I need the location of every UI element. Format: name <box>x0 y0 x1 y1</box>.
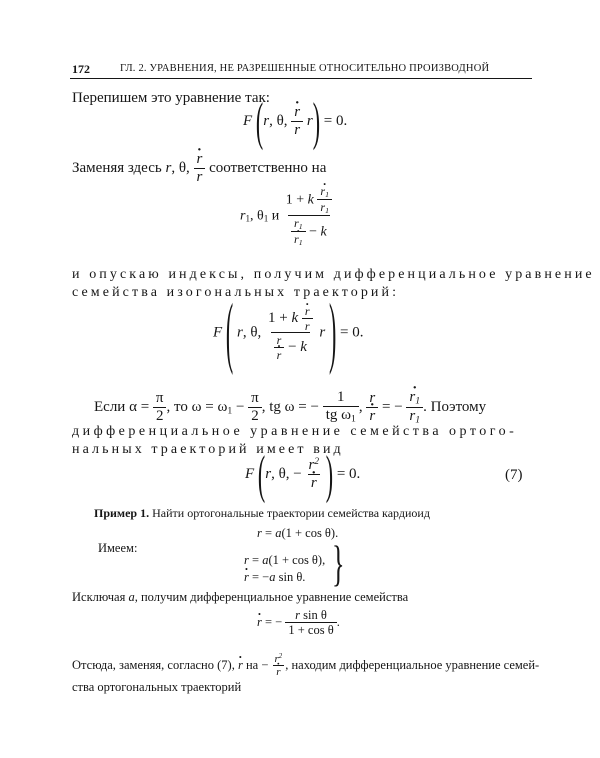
diff-equation: · r = − $\frac{\text{r sin θ}}{\text{1 + cos θ}}$ . <box>257 609 340 637</box>
final-line-2: ства ортогональных траекторий <box>72 680 242 694</box>
system-brace: } <box>332 536 345 592</box>
equation-2: F ( r, θ, 1 + k · $\frac{r}{r}$ r · r − k r ) = 0. <box>213 305 363 361</box>
page-number: 172 <box>72 62 90 76</box>
paragraph-4: Если α = $\frac{\pi}{2}$ , то $\omega = \omega_1$ − $\frac{\pi}{2}$ , tg ω = − $\frac{1}{tg \omega_1}$ , r · r = − · $\frac{r_1}{r_1}$ . Поэтому <box>94 390 486 425</box>
equation-number-7: (7) <box>505 467 523 483</box>
paragraph-1: Перепишем это уравнение так: <box>72 90 270 106</box>
equation-7: F (r, θ, − $r^2$ · r ) = 0. <box>245 458 360 492</box>
have-label: Имеем: <box>98 541 138 555</box>
paragraph-2: Заменяя здесь r, θ, · $\frac{r}{r}$ соответственно на <box>72 152 326 186</box>
cardioid-equation: r = a(1 + cos θ). <box>257 526 339 540</box>
paragraph-5: дифференциальное уравнение семейства ортого- <box>72 424 518 439</box>
final-line-1: Отсюда, заменяя, согласно (7), · r на − $r^2$ · r , находим дифференциальное уравнение семей- <box>72 653 539 679</box>
paragraph-3-line-1: и опускаю индексы, получим дифференциальное уравнение <box>72 267 595 282</box>
example-1: Пример 1. Найти ортогональные траектории семейства кардиоид <box>94 506 430 520</box>
exclude-line: Исключая a, получим дифференциальное уравнение семейства <box>72 590 409 604</box>
paragraph-6: нальных траекторий имеет вид <box>72 442 344 457</box>
equation-1: F (r, θ, · $\frac{r}{r}$ r) = 0. <box>243 105 347 139</box>
system-equations: r = a(1 + cos θ), · r = −a sin θ. <box>244 552 325 586</box>
substitution-formula: $r_1$, $\theta_1$ и 1 + k · $\frac{r_1}{r_1}$ $r_1$ · $r_1$ − k <box>240 185 335 247</box>
paragraph-3-line-2: семейства изогональных траекторий: <box>72 285 400 300</box>
running-title: ГЛ. 2. УРАВНЕНИЯ, НЕ РАЗРЕШЕННЫЕ ОТНОСИТЕЛЬНО ПРОИЗВОДНОЙ <box>120 63 490 74</box>
header-rule <box>70 78 532 79</box>
